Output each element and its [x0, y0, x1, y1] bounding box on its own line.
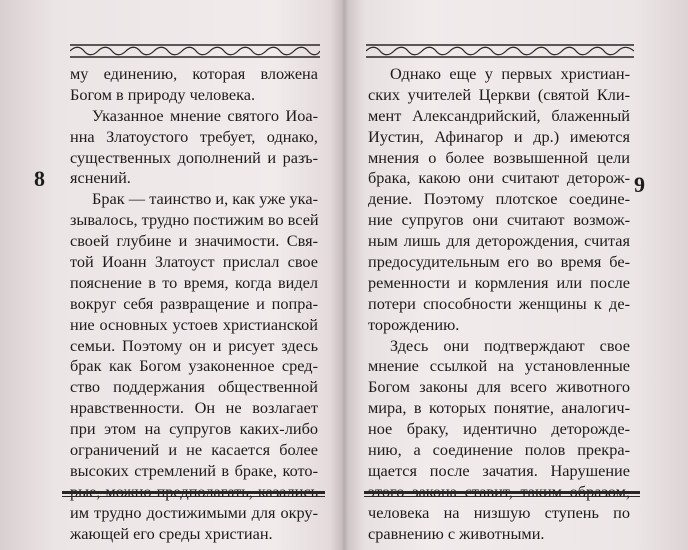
text-line: человека на низшую ступень по — [368, 502, 630, 522]
text-line: нравственности. Он не возлагает — [70, 398, 318, 418]
text-line: сравнению с животными. — [368, 523, 545, 543]
text-line: му единению, которая вложена — [70, 64, 318, 83]
top-ornament — [70, 44, 320, 58]
text-line: ние основных устоев христианской — [70, 314, 318, 334]
text-line: нна Златоустого требует, однако, — [70, 126, 318, 146]
text-line: мнения о более возвышенной цели — [368, 147, 630, 167]
text-line: существенных дополнений и разъ- — [70, 147, 318, 167]
text-line: Богом законы для всего животного — [368, 377, 630, 397]
text-line: ство поддержания общественной — [70, 377, 318, 397]
page-number-left: 8 — [34, 166, 45, 191]
page-number-right: 9 — [634, 172, 645, 197]
text-line: Здесь они подтверждают свое — [390, 335, 630, 355]
text-line: яснений. — [70, 168, 131, 188]
text-line: ограничений и не касается более — [70, 440, 318, 460]
text-line: ских учителей Церкви (святой Кли- — [368, 84, 630, 104]
bottom-rule — [364, 491, 640, 498]
right-page-paragraph — [368, 64, 630, 336]
right-page-text — [368, 64, 630, 544]
text-line: им трудно достижимыми для окру- — [70, 502, 318, 522]
text-line: потери способности женщины к де- — [368, 293, 630, 313]
bottom-rule — [62, 491, 325, 498]
left-page-paragraph — [70, 64, 318, 106]
text-line: Указанное мнение святого Иоа- — [92, 105, 318, 125]
text-line: брака, какою они считают деторож- — [368, 168, 630, 188]
text-line: Брак — таинство и, как уже ука- — [92, 189, 318, 209]
left-page — [0, 0, 342, 550]
text-line: зывалось, трудно постижим во всей — [70, 210, 319, 230]
text-line: Богом в природу человека. — [70, 84, 256, 104]
text-line: ным лишь для деторождения, считая — [368, 231, 630, 251]
text-line: при этом на супругов каких-либо — [70, 419, 318, 439]
top-ornament — [366, 44, 634, 58]
text-line: ное браку, идентично деторожде- — [368, 419, 630, 439]
right-page — [346, 0, 688, 550]
text-line: торождению. — [368, 314, 460, 334]
text-line: дение. Поэтому плотское соедине- — [368, 189, 630, 209]
text-line: ние супругов они считают возмож- — [368, 210, 630, 230]
right-page-paragraph — [368, 336, 630, 545]
left-page-paragraph — [70, 106, 318, 190]
text-line: жающей его среды христиан. — [70, 523, 273, 543]
text-line: своей глубине и значимости. Свя- — [70, 231, 318, 251]
text-line: Иустин, Афинагор и др.) имеются — [368, 126, 630, 146]
text-line: той Иоанн Златоуст прислал свое — [70, 252, 318, 272]
text-line: Однако еще у первых христиан- — [390, 64, 630, 83]
text-line: брак как Богом узаконенное сред- — [70, 356, 318, 376]
text-line: мира, в которых понятие, аналогич- — [368, 398, 630, 418]
text-line: семьи. Поэтому он и рисует здесь — [70, 335, 318, 355]
text-line: высоких стремлений в браке, кото- — [70, 460, 318, 480]
text-line: нию, а соединение полов прекра- — [368, 440, 630, 460]
left-page-text — [70, 64, 318, 544]
text-line: пояснение в то время, когда видел — [70, 272, 318, 292]
text-line: мнение ссылкой на установленные — [368, 356, 630, 376]
text-line: вокруг себя развращение и попра- — [70, 293, 318, 313]
text-line: мент Александрийский, блаженный — [368, 105, 630, 125]
text-line: щается после зачатия. Нарушение — [368, 460, 630, 480]
text-line: предосудительным его во время бе- — [368, 252, 630, 272]
text-line: ременности и кормления или после — [368, 272, 630, 292]
